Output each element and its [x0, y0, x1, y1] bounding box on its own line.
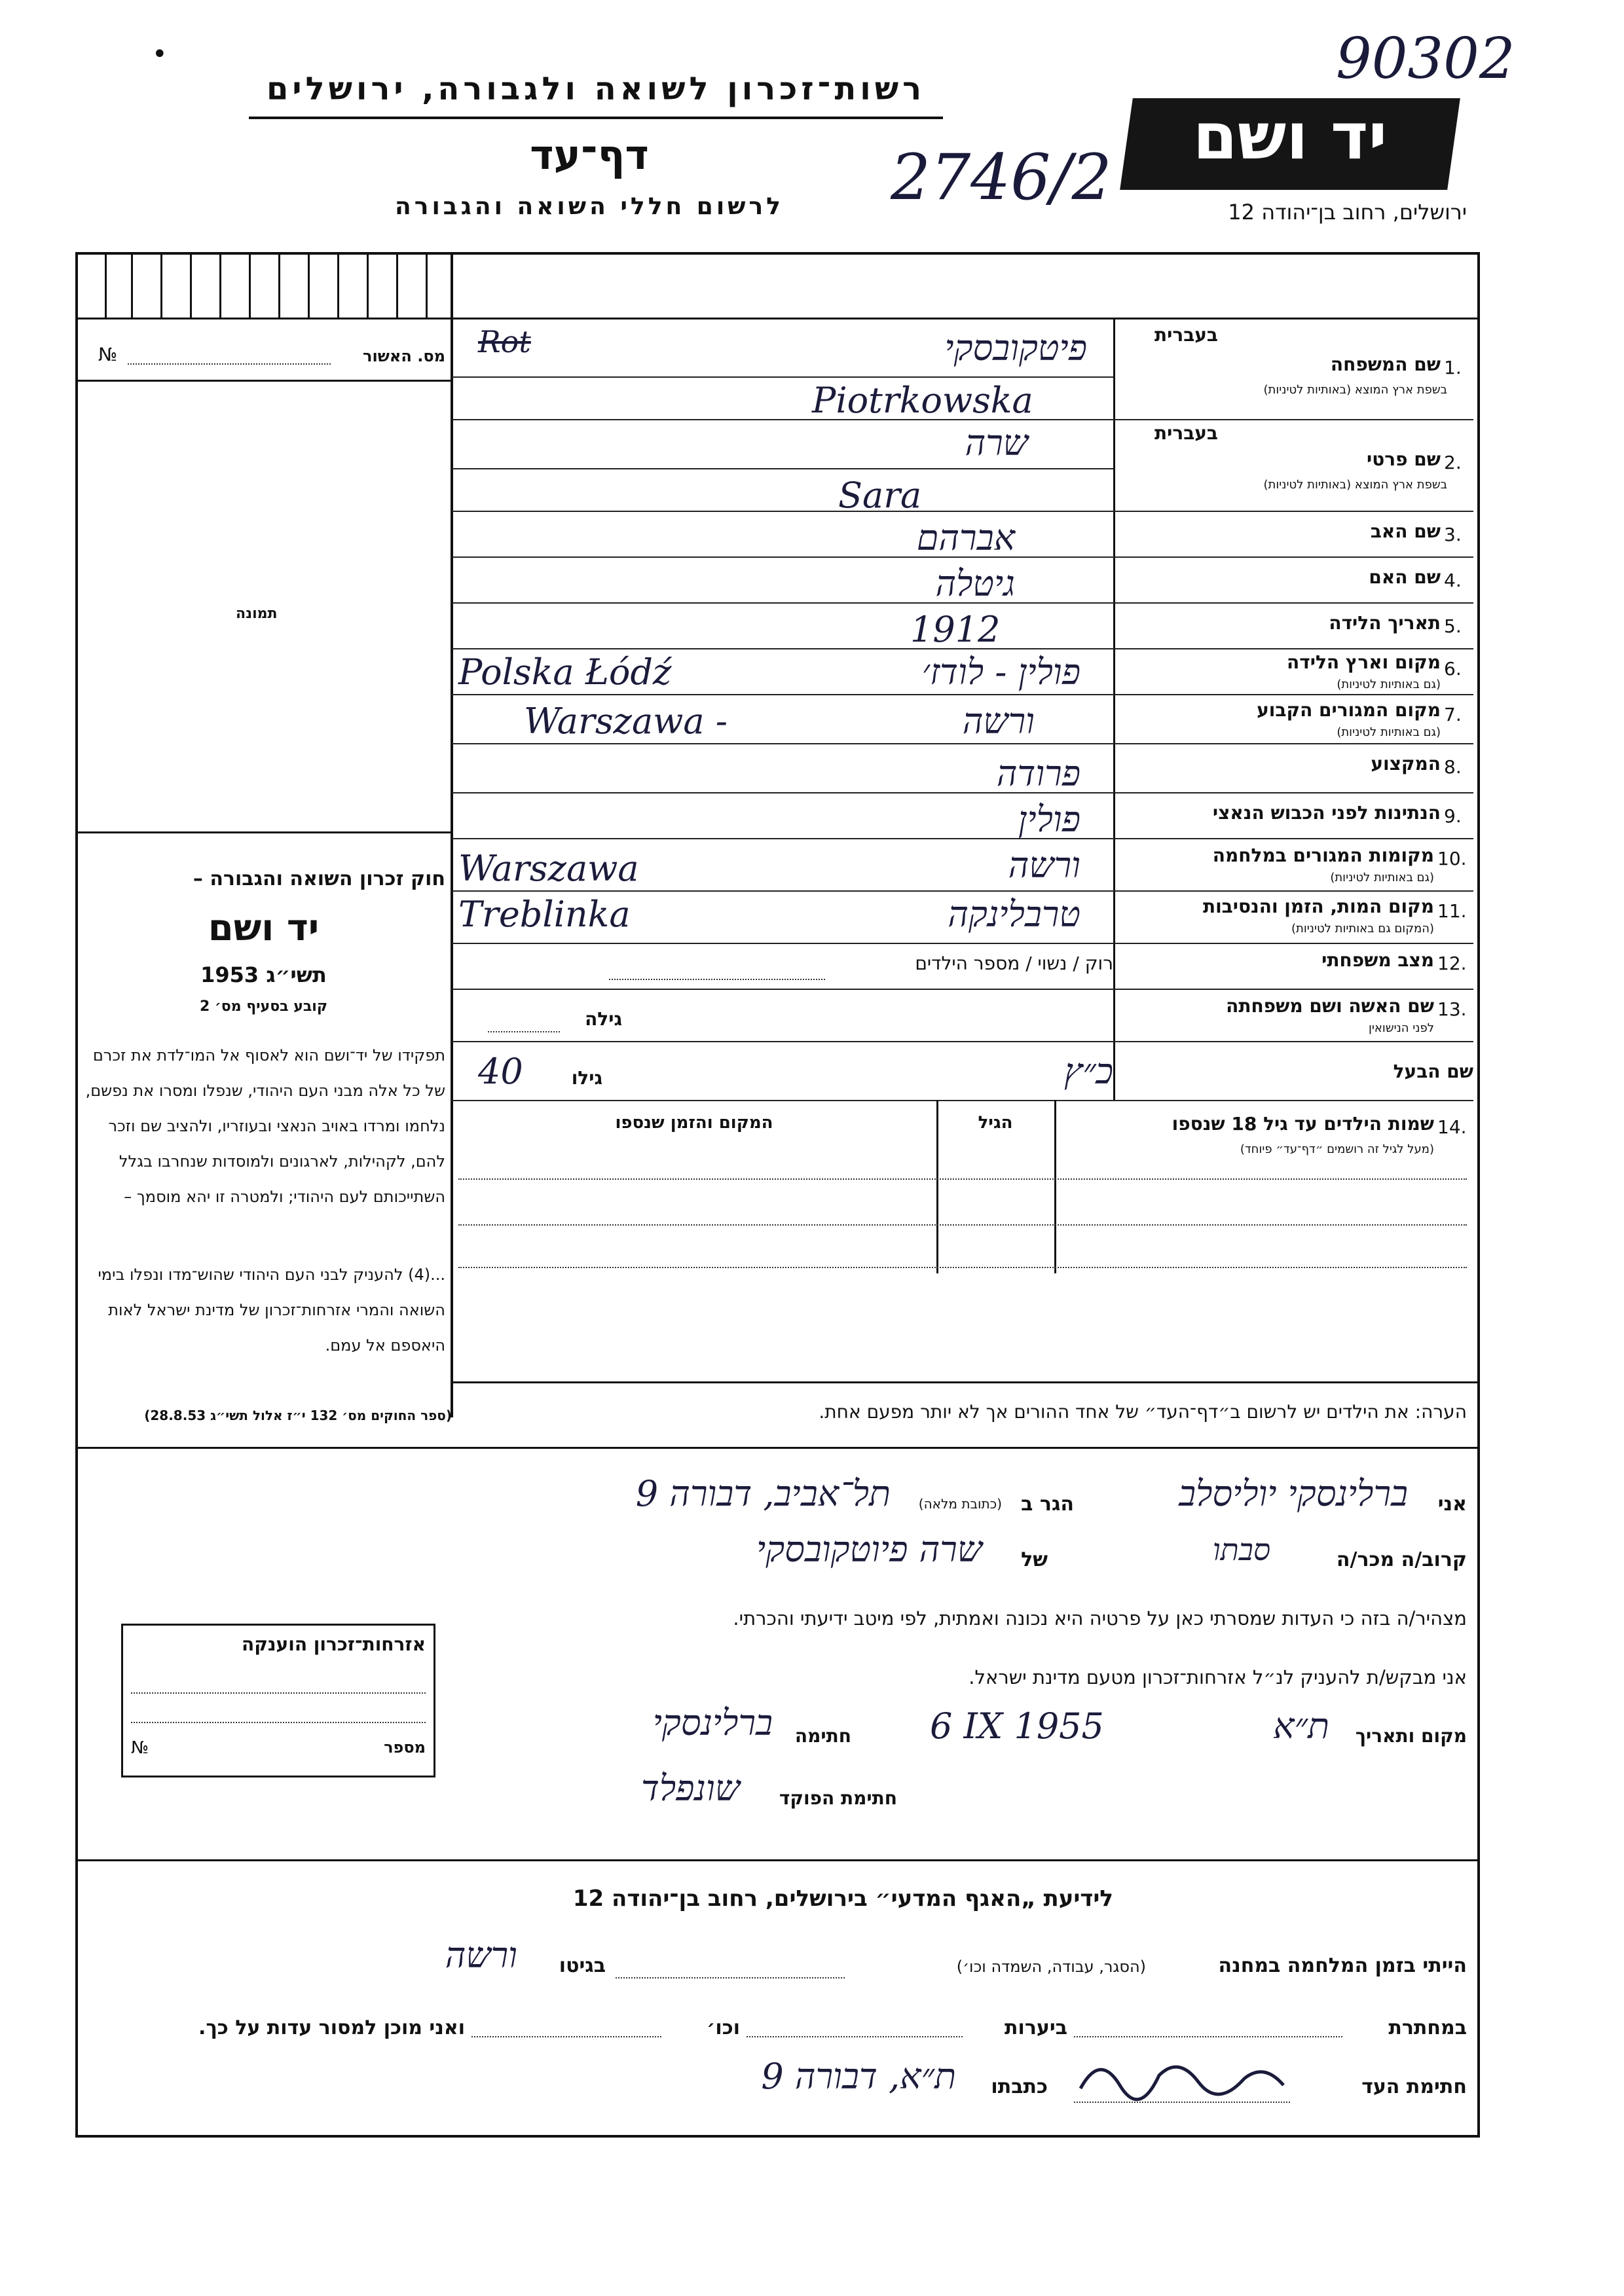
children-age-col: הגיל: [978, 1113, 1013, 1133]
surname-label: שם המשפחה: [1330, 354, 1441, 375]
surname-sub: בשפת ארץ המוצא (באותיות לטיניות): [1263, 383, 1447, 397]
father-value[interactable]: אברהם: [916, 517, 1015, 558]
profession-label: המקצוע: [1371, 753, 1441, 774]
declaration-note: הערה: את הילדים יש לרשום ב״דף־העד״ של אחד ההורים אך לא יותר מפעם אחת.: [819, 1401, 1467, 1423]
num-9: 9.: [1444, 805, 1462, 827]
witness-address-label: כתבתו: [991, 2075, 1048, 2098]
num-10: 10.: [1437, 848, 1467, 869]
num-2: 2.: [1444, 452, 1462, 473]
husband-age-label: גילו: [571, 1067, 602, 1089]
law-clause: קובע בסעיף מס׳ 2: [199, 998, 328, 1015]
num-8: 8.: [1444, 756, 1462, 778]
residence-hebrew[interactable]: ורשה: [962, 701, 1035, 742]
num-5: 5.: [1444, 615, 1462, 637]
father-label: שם האב: [1370, 520, 1441, 542]
wartime-residence-sub: (גם באותיות לטיניות): [1330, 871, 1434, 884]
first-name-label: שם פרטי: [1366, 448, 1441, 470]
death-place-hebrew[interactable]: טרבלינקה: [948, 894, 1080, 935]
witness-sig-label: חתימת העד: [1361, 2075, 1467, 2098]
first-name-latin[interactable]: Sara: [838, 475, 922, 516]
reg-number-label: מס. האשור: [363, 347, 445, 365]
form-subtitle: לרשום חללי השואה והגבורה: [395, 193, 784, 220]
stamp-dot: •: [152, 39, 168, 69]
during-war-label: הייתי בזמן המלחמה במחנה: [1218, 1954, 1467, 1977]
law-name: יד ושם: [208, 907, 320, 949]
top-strip: [75, 252, 1480, 319]
institution-underline: [249, 117, 943, 119]
underground-label: במחתרת: [1388, 2016, 1467, 2039]
first-name-sub: בשפת ארץ המוצא (באותיות לטיניות): [1263, 478, 1447, 492]
testimony-heading: לידיעת „האגף המדעי״ בירושלים, רחוב בן־יהודה 12: [572, 1886, 1113, 1912]
photo-label: תמונה: [236, 606, 278, 622]
of-value[interactable]: שרה פיוטקובסקי: [756, 1529, 982, 1570]
death-place-sub: (המקום גם באותיות לטיניות): [1291, 922, 1434, 936]
witness-address[interactable]: ת״א, דבורה 9: [761, 2056, 956, 2097]
residence-sub: (גם באותיות לטיניות): [1337, 725, 1441, 739]
declarant-label: אני: [1437, 1493, 1467, 1516]
hebrew-label-1: בעברית: [1154, 324, 1218, 346]
signature-value[interactable]: ברלינסקי: [652, 1702, 773, 1743]
num-4: 4.: [1444, 570, 1462, 591]
relation-value[interactable]: סבתו: [1212, 1532, 1270, 1567]
underground-field[interactable]: [1074, 2036, 1342, 2037]
camp-field[interactable]: [616, 1977, 845, 1978]
num-12: 12.: [1437, 953, 1467, 974]
num-11: 11.: [1437, 900, 1467, 922]
partisans-field[interactable]: [747, 2036, 963, 2037]
law-heading: חוק זכרון השואה והגבורה –: [193, 867, 445, 890]
mother-label: שם האם: [1369, 566, 1441, 588]
residence-label: מקום המגורים הקבוע: [1257, 699, 1441, 721]
page-ref: 2746/2: [891, 141, 1112, 214]
marital-children-field[interactable]: [609, 979, 825, 980]
residence-latin[interactable]: Warszawa -: [524, 701, 728, 742]
wartime-residence-label: מקומות המגורים במלחמה: [1212, 845, 1434, 866]
law-source: (ספר החוקים מס׳ 132 י״ז אלול תשי״ג 28.8.53): [144, 1408, 452, 1423]
declarant-address[interactable]: תל־אביב, דבורה 9: [635, 1473, 891, 1514]
children-label: שמות הילדים עד גיל 18 שנספו: [1172, 1113, 1434, 1135]
wife-name-label: שם האשה ושם משפחתה: [1226, 995, 1434, 1017]
citizenship-no-sign: №: [131, 1738, 149, 1758]
children-place-col: המקום והזמן שנספו: [615, 1113, 773, 1133]
etc-field[interactable]: [471, 2036, 661, 2037]
archive-number: 90302: [1336, 26, 1515, 92]
witness-signature[interactable]: [1074, 2049, 1290, 2103]
signature-label: חתימה: [794, 1725, 851, 1747]
date-value[interactable]: 6 IX 1955: [930, 1705, 1104, 1747]
ghetto-value[interactable]: ורשה: [445, 1935, 517, 1976]
hebrew-label-2: בעברית: [1154, 422, 1218, 444]
logo-text: יד ושם: [1192, 100, 1388, 174]
etc-label: וכו׳: [707, 2016, 740, 2039]
num-6: 6.: [1444, 658, 1462, 680]
resides-label: הגר ב: [1021, 1493, 1074, 1516]
reg-number-sign: №: [98, 344, 118, 365]
husband-value[interactable]: כ״ץ: [1063, 1051, 1113, 1092]
ghetto-label: בגיטו: [559, 1954, 606, 1977]
child-row-2[interactable]: [458, 1224, 1467, 1226]
wife-name-sub: לפני הנישואין: [1368, 1021, 1434, 1035]
child-row-1[interactable]: [458, 1178, 1467, 1180]
address-header: ירושלים, רחוב בן־יהודה 12: [1228, 200, 1467, 225]
mother-value[interactable]: גיטלה: [935, 563, 1015, 604]
declarant-name[interactable]: ברלינסקי יוליסלב: [1179, 1473, 1408, 1514]
wife-age-field[interactable]: [488, 1031, 560, 1032]
surname-latin[interactable]: Piotrkowska: [812, 380, 1033, 421]
of-label: של: [1021, 1548, 1048, 1571]
child-row-3[interactable]: [458, 1267, 1467, 1268]
wartime-residence-latin[interactable]: Warszawa: [458, 848, 639, 889]
num-3: 3.: [1444, 524, 1462, 545]
witness-signature-scribble: [1074, 2049, 1290, 2102]
surname-note[interactable]: Rot: [478, 324, 531, 359]
place-date-label: מקום ותאריך: [1355, 1725, 1467, 1747]
husband-age-value[interactable]: 40: [478, 1051, 523, 1092]
wartime-residence-hebrew[interactable]: ורשה: [1008, 845, 1080, 886]
nationality-label: הנתינות לפני הכבוש הנאצי: [1212, 802, 1441, 824]
full-address-hint: (כתובת מלאה): [918, 1496, 1002, 1512]
statement-2: אני מבקש/ת להעניק לנ״ל אזרחות־זכרון מטעם מדינת ישראל.: [969, 1666, 1467, 1688]
law-year: תשי״ג 1953: [200, 962, 327, 987]
num-7: 7.: [1444, 704, 1462, 725]
place-value[interactable]: ת״א: [1273, 1705, 1329, 1747]
num-14: 14.: [1437, 1116, 1467, 1138]
nationality-value[interactable]: פולין: [1018, 799, 1080, 840]
wife-age-label: גילה: [585, 1008, 622, 1030]
birthplace-label: מקום וארץ הלידה: [1287, 651, 1441, 673]
reg-number-field[interactable]: [128, 363, 331, 365]
marital-value[interactable]: רוק / נשוי / מספר הילדים: [915, 953, 1113, 974]
birth-date-label: תאריך הלידה: [1329, 612, 1441, 634]
profession-value[interactable]: פרודה: [996, 753, 1080, 794]
citizenship-number-label: מספר: [384, 1738, 426, 1757]
children-sub: (מעל לגיל זה רושמים ״דף־עד״ פיוחד): [1240, 1142, 1434, 1156]
death-place-latin[interactable]: Treblinka: [458, 894, 631, 935]
num-13: 13.: [1437, 998, 1467, 1020]
partisans-label: ביערות: [1005, 2016, 1067, 2039]
citizenship-line-2[interactable]: [131, 1722, 426, 1723]
citizenship-line-1[interactable]: [131, 1692, 426, 1694]
camp-hint: (הסגר, עבודה, השמדה וכו׳): [956, 1958, 1146, 1976]
birth-date-value[interactable]: 1912: [910, 609, 1001, 650]
first-name-hebrew[interactable]: שרה: [965, 422, 1028, 464]
testify-text: ואני מוכן למסור עדות על כך.: [198, 2016, 465, 2039]
surname-hebrew[interactable]: פיטקובסקי: [944, 327, 1087, 369]
law-text-2: ...(4) להעניק לבני העם היהודי שהוש־מדו ונפלו בימי השואה והמרי אזרחות־זכרון של מדינת ישראל לאות היאספם אל עמם.: [98, 1266, 445, 1355]
husband-label: שם הבעל: [1393, 1061, 1473, 1082]
official-sig-label: חתימת הפוקד: [779, 1787, 897, 1809]
marital-label: מצב משפחתי: [1321, 949, 1434, 971]
birthplace-latin[interactable]: Polska Łódź: [458, 651, 672, 693]
statement-1: מצהיר/ה בזה כי העדות שמסרתי כאן על פרטיה היא נכונה ואמתית, לפי מיטב ידיעתי והכרתי.: [733, 1607, 1467, 1630]
left-column-divider: [451, 252, 453, 1417]
num-1: 1.: [1444, 357, 1462, 378]
form-title: דף־עד: [530, 131, 649, 179]
birthplace-hebrew[interactable]: פולין - לודז׳: [921, 651, 1080, 693]
relative-label: קרוב/ה מכר/ה: [1336, 1548, 1467, 1571]
institution-line: רשות־זכרון לשואה ולגבורה, ירושלים: [266, 71, 926, 107]
death-place-label: מקום המות, הזמן והנסיבות: [1202, 896, 1434, 917]
citizenship-box-title: אזרחות־זכרון הוענקה: [242, 1633, 426, 1655]
official-sig-value[interactable]: שונפלד: [640, 1768, 740, 1809]
law-text-1: תפקידו של יד־ושם הוא לאסוף אל המו־לדת את זכרם של כל אלה מבני העם היהודי, שנפלו ומסרו את נפשם, נלחמו ומרדו באויב הנאצי ובעוזריו, ולהציב שם וזכר להם, לקהילות, לארגונים ולמוסדות שנחרבו בגלל השתייכותם לעם היהודי; ולמטרה זו יהא מוסמך –: [85, 1046, 445, 1206]
birthplace-sub: (גם באותיות לטיניות): [1337, 678, 1441, 691]
